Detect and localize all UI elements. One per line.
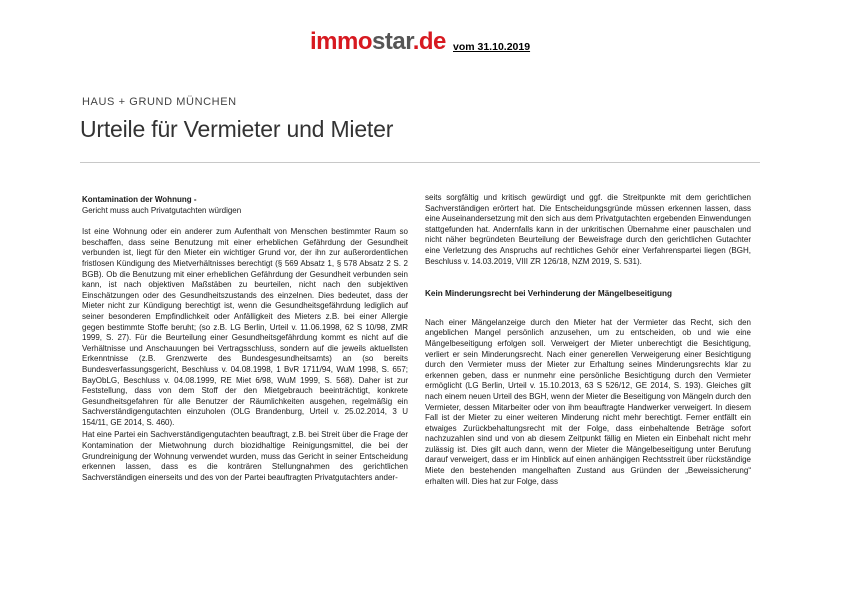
section1-paragraph-3: seits sorgfältig und kritisch gewürdigt und ggf. die Streitpunkte mit dem gerichtlichen Sachverständigen erörtert hat. Die Entscheidungsgründe müssen erkennen lassen, dass eine Auseinandersetzung mit den sich aus dem Privatgutachten ergebenden Einwendungen stattgefunden hat. Andernfalls kann in der unkritischen Übernahme einer pauschalen und nicht näher begründeten Beurteilung der Beweisfrage durch den gerichtlichen Gutachter eine Verletzung des Anspruchs auf rechtliches Gehör einer Verfahrenspartei liegen (BGH, Beschluss v. 14.03.2019, VIII ZR 126/18, NZM 2019, S. 531). xyxy=(425,193,751,266)
publication-date: vom 31.10.2019 xyxy=(453,41,531,53)
section1-paragraph-1: Ist eine Wohnung oder ein anderer zum Aufenthalt von Menschen bestimmter Raum so beschaffen, dass seine Benutzung mit einer erheblichen Gefährdung der Gesundheit verbunden ist, liegt für den Mieter ein wichtiger Grund vor, der ihn zur außerordentlichen fristlosen Kündigung des Mietverhältnisses berechtigt (§ 569 Absatz 1, § 578 Absatz 2 S. 2 BGB). Ob die Benutzung mit einer erheblichen Gefährdung der Gesundheit verbunden sein kann, ist nach objektiven Maßstäben zu beurteilen, nicht nach den subjektiven Einschätzungen oder des Gesundheitszustands des einzelnen. Dies bedeutet, dass der Mieter nicht zur Kündigung berechtigt ist, wenn die Gesundheitsgefährdung lediglich auf seiner besonderen Empfindlichkeit oder Anfälligkeit des Mieters z.B. bei einer Allergie gegen bestimmte Stoffe beruht; (so z.B. LG Berlin, Urteil v. 11.06.1998, 62 S 10/98, ZMR 1999, S. 27). Für die Beurteilung einer Gesundheitsgefährdung kommt es nicht auf die Verhältnisse und Anschauungen bei Vertragsschluss, sondern auf die jeweils aktuellsten Erkenntnisse (z.B. Grenzwerte des Bundesgesundheitsamts) an (so bereits Bundesverfassungsgericht, Beschluss v. 04.08.1998, 1 BvR 1711/94, WuM 1998, S. 657; BayObLG, Beschluss v. 04.08.1999, RE Miet 6/98, WuM 1999, S. 568). Daher ist zur Feststellung, dass von dem Stoff der den Mietgebrauch beeinträchtigt, konkrete Gesundheitsgefahren für alle Benutzer der Räumlichkeiten ausgehen, regelmäßig ein Sachverständigengutachten einzuholen (OLG Brandenburg, Urteil v. 25.02.2014, 3 U 154/11, GE 2014, S. 460). xyxy=(82,227,408,427)
section1-paragraph-2: Hat eine Partei ein Sachverständigengutachten beauftragt, z.B. bei Streit über die Frage der Kontamination der Mietwohnung durch biozidhaltige Reinigungsmittel, die bei der Grundreinigung der Wohnung verwendet wurden, muss das Gericht in seiner Entscheidung erkennen lassen, dass es die konträren Stellungnahmen des gerichtlichen Sachverständigen einerseits und des von der Partei beauftragten Privatgutachters ander- xyxy=(82,430,408,482)
divider-rule xyxy=(80,162,760,163)
section1-title: Kontamination der Wohnung - xyxy=(82,195,197,204)
logo-text-immo: immo xyxy=(310,28,373,55)
section2-title: Kein Minderungsrecht bei Verhinderung der Mängelbeseitigung xyxy=(425,289,673,299)
section1-subtitle: Gericht muss auch Privatgutachten würdigen xyxy=(82,205,242,215)
article-column-right xyxy=(425,193,751,487)
article-headline: Urteile für Vermieter und Mieter xyxy=(80,116,394,142)
section2-paragraph-1: Nach einer Mängelanzeige durch den Mieter hat der Vermieter das Recht, sich den angeblichen Mangel persönlich anzusehen, um zu entscheiden, ob und wie eine Mängelbeseitigung erfolgen soll. Verweigert der Mieter unberechtigt die Besichtigung, verliert er sein Minderungsrecht. Nach einer generellen Verweigerung einer Besichtigung durch den Vermieter muss der Mieter zur Erhaltung seines Minderungsrechts klar zu erkennen geben, dass er nunmehr eine persönliche Besichtigung durch den Vermieter ermöglicht (LG Berlin, Urteil v. 15.10.2013, 63 S 526/12, GE 2014, S. 193). Gleiches gilt nach einem neuen Urteil des BGH, wenn der Mieter die Beseitigung von Mängeln durch den Vermieter, dessen Mitarbeiter oder von ihm beauftragte Handwerker verweigert. In diesem Fall ist der Mieter zu einer weiteren Minderung nicht mehr berechtigt. Ferner entfällt ein etwaiges Zurückbehaltungsrecht mit der Folge, dass einbehaltende Beträge sofort nachzuzahlen sind und von ab diesem Zeitpunkt fällig en Mieten ein Einbehalt nicht mehr zulässig ist. Dies gilt auch dann, wenn der Mieter die Mängelbeseitigung unter Berufung darauf verweigert, dass er im Hinblick auf einen anhängigen Rechtsstreit über rückständige Miete den bestehenden mangelhaften Zustand aus Gründen der „Beweissicherung“ erhalten will. Dies hat zur Folge, dass xyxy=(425,317,751,486)
article-kicker: HAUS + GRUND MÜNCHEN xyxy=(82,96,237,108)
logo-text-star: star xyxy=(372,28,413,55)
immostar-logo xyxy=(310,28,446,56)
article-column-left xyxy=(82,195,408,483)
logo-text-domain: .de xyxy=(412,28,446,55)
